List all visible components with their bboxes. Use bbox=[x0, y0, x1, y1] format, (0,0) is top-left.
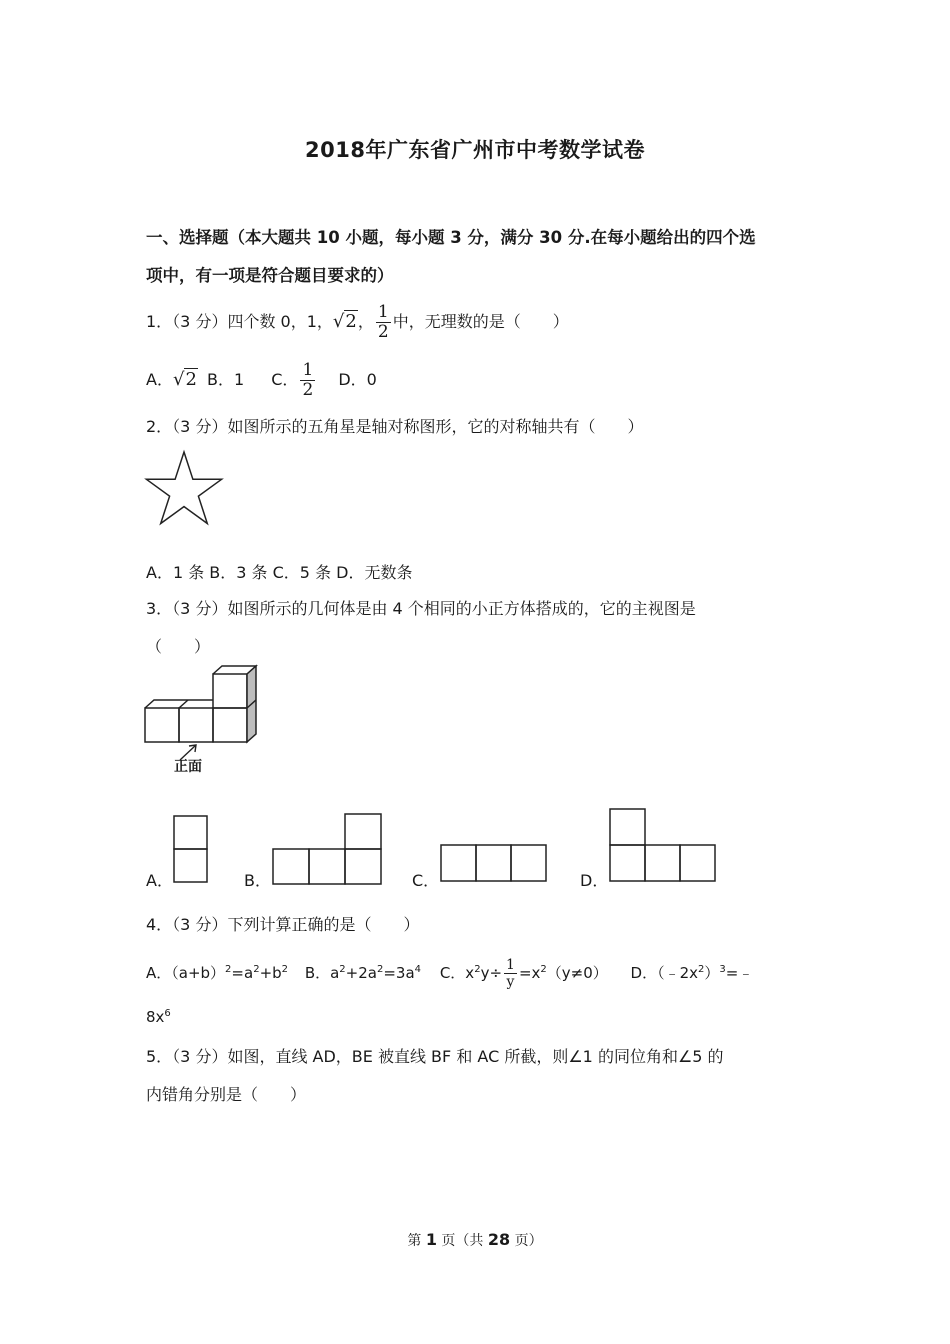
section-heading-line2: 项中，有一项是符合题目要求的） bbox=[146, 266, 394, 285]
q4-option-c: C．$x^2y\div$ $\frac{1}{y}$ $=x^2(y\ne 0)$ bbox=[439, 957, 608, 990]
q3-option-d-label: D． bbox=[580, 871, 609, 890]
question-1-stem bbox=[146, 304, 569, 341]
question-5-line1: 5．（3 分）如图，直线 AD，BE 被直线 BF 和 AC 所截，则∠1 的同位角和∠5 的 bbox=[146, 1047, 724, 1066]
star-figure bbox=[144, 450, 224, 528]
q1-suffix: 中，无理数的是（ ） bbox=[392, 312, 569, 331]
q4-option-a: A．$(a+b)^2=a^2+b^2$ bbox=[146, 964, 289, 982]
q3-option-d-figure bbox=[609, 808, 719, 884]
q1-option-b: B．1 bbox=[206, 370, 245, 389]
q3-option-a-label: A． bbox=[146, 871, 173, 890]
q1-option-a-sqrt: √2 bbox=[172, 369, 197, 390]
page-title: 2018年广东省广州市中考数学试卷 bbox=[305, 138, 645, 162]
q1-sqrt-radicand: 2 bbox=[345, 311, 357, 332]
q1-option-c-num: 1 bbox=[302, 360, 314, 380]
current-page-number: 1 bbox=[425, 1230, 437, 1249]
question-3-line1: 3．（3 分）如图所示的几何体是由 4 个相同的小正方体搭成的，它的主视图是 bbox=[146, 599, 696, 618]
q1-option-c-label: C． bbox=[271, 370, 299, 389]
q1-comma: ， bbox=[357, 312, 374, 331]
section-heading-line1: 一、选择题（本大题共 10 小题，每小题 3 分，满分 30 分.在每小题给出的四个选 bbox=[146, 228, 756, 247]
q4-option-b: B．$a^2+2a^2=3a^4$ bbox=[304, 964, 422, 982]
q3-option-b-label: B． bbox=[244, 871, 271, 890]
question-2-options: A．1 条 B．3 条 C．5 条 D．无数条 bbox=[146, 563, 413, 582]
q1-option-c-fraction bbox=[300, 362, 315, 399]
q4-option-c-fraction: $\frac{1}{y}$ bbox=[506, 957, 515, 990]
q1-option-a-label: A． bbox=[146, 370, 173, 389]
page-footer: 第 1 页（共 28 页） bbox=[407, 1230, 543, 1249]
question-2-stem: 2．（3 分）如图所示的五角星是轴对称图形，它的对称轴共有（ ） bbox=[146, 417, 644, 436]
total-pages: 28 bbox=[487, 1230, 511, 1249]
q1-option-a-radicand: 2 bbox=[185, 369, 197, 390]
question-5-line2: 内错角分别是（ ） bbox=[146, 1085, 307, 1104]
q1-fraction bbox=[376, 304, 391, 341]
q4-option-d: D．$(﹣2x^2)^3=﹣$ bbox=[630, 964, 754, 982]
front-view-label: 正面 bbox=[174, 759, 202, 775]
q3-option-c-figure bbox=[440, 844, 548, 884]
question-3-line2: （ ） bbox=[146, 637, 211, 656]
q1-option-d: D．0 bbox=[338, 370, 377, 389]
q1-frac-num: 1 bbox=[377, 302, 389, 322]
q1-prefix: 1．（3 分）四个数 0，1， bbox=[146, 312, 333, 331]
question-4-option-d-continued: $8x^6$ bbox=[146, 1008, 171, 1026]
q3-option-b-figure bbox=[272, 813, 384, 887]
cube-solid-figure bbox=[142, 665, 267, 775]
q1-sqrt: √2 bbox=[332, 311, 357, 332]
star-shape bbox=[146, 452, 221, 524]
question-1-options bbox=[146, 362, 377, 399]
question-4-stem: 4．（3 分）下列计算正确的是（ ） bbox=[146, 915, 420, 934]
q1-option-c-den: 2 bbox=[302, 380, 314, 400]
q3-option-a-figure bbox=[172, 814, 210, 884]
q3-option-c-label: C． bbox=[412, 871, 440, 890]
q1-frac-den: 2 bbox=[377, 322, 389, 342]
question-4-options bbox=[146, 958, 753, 989]
